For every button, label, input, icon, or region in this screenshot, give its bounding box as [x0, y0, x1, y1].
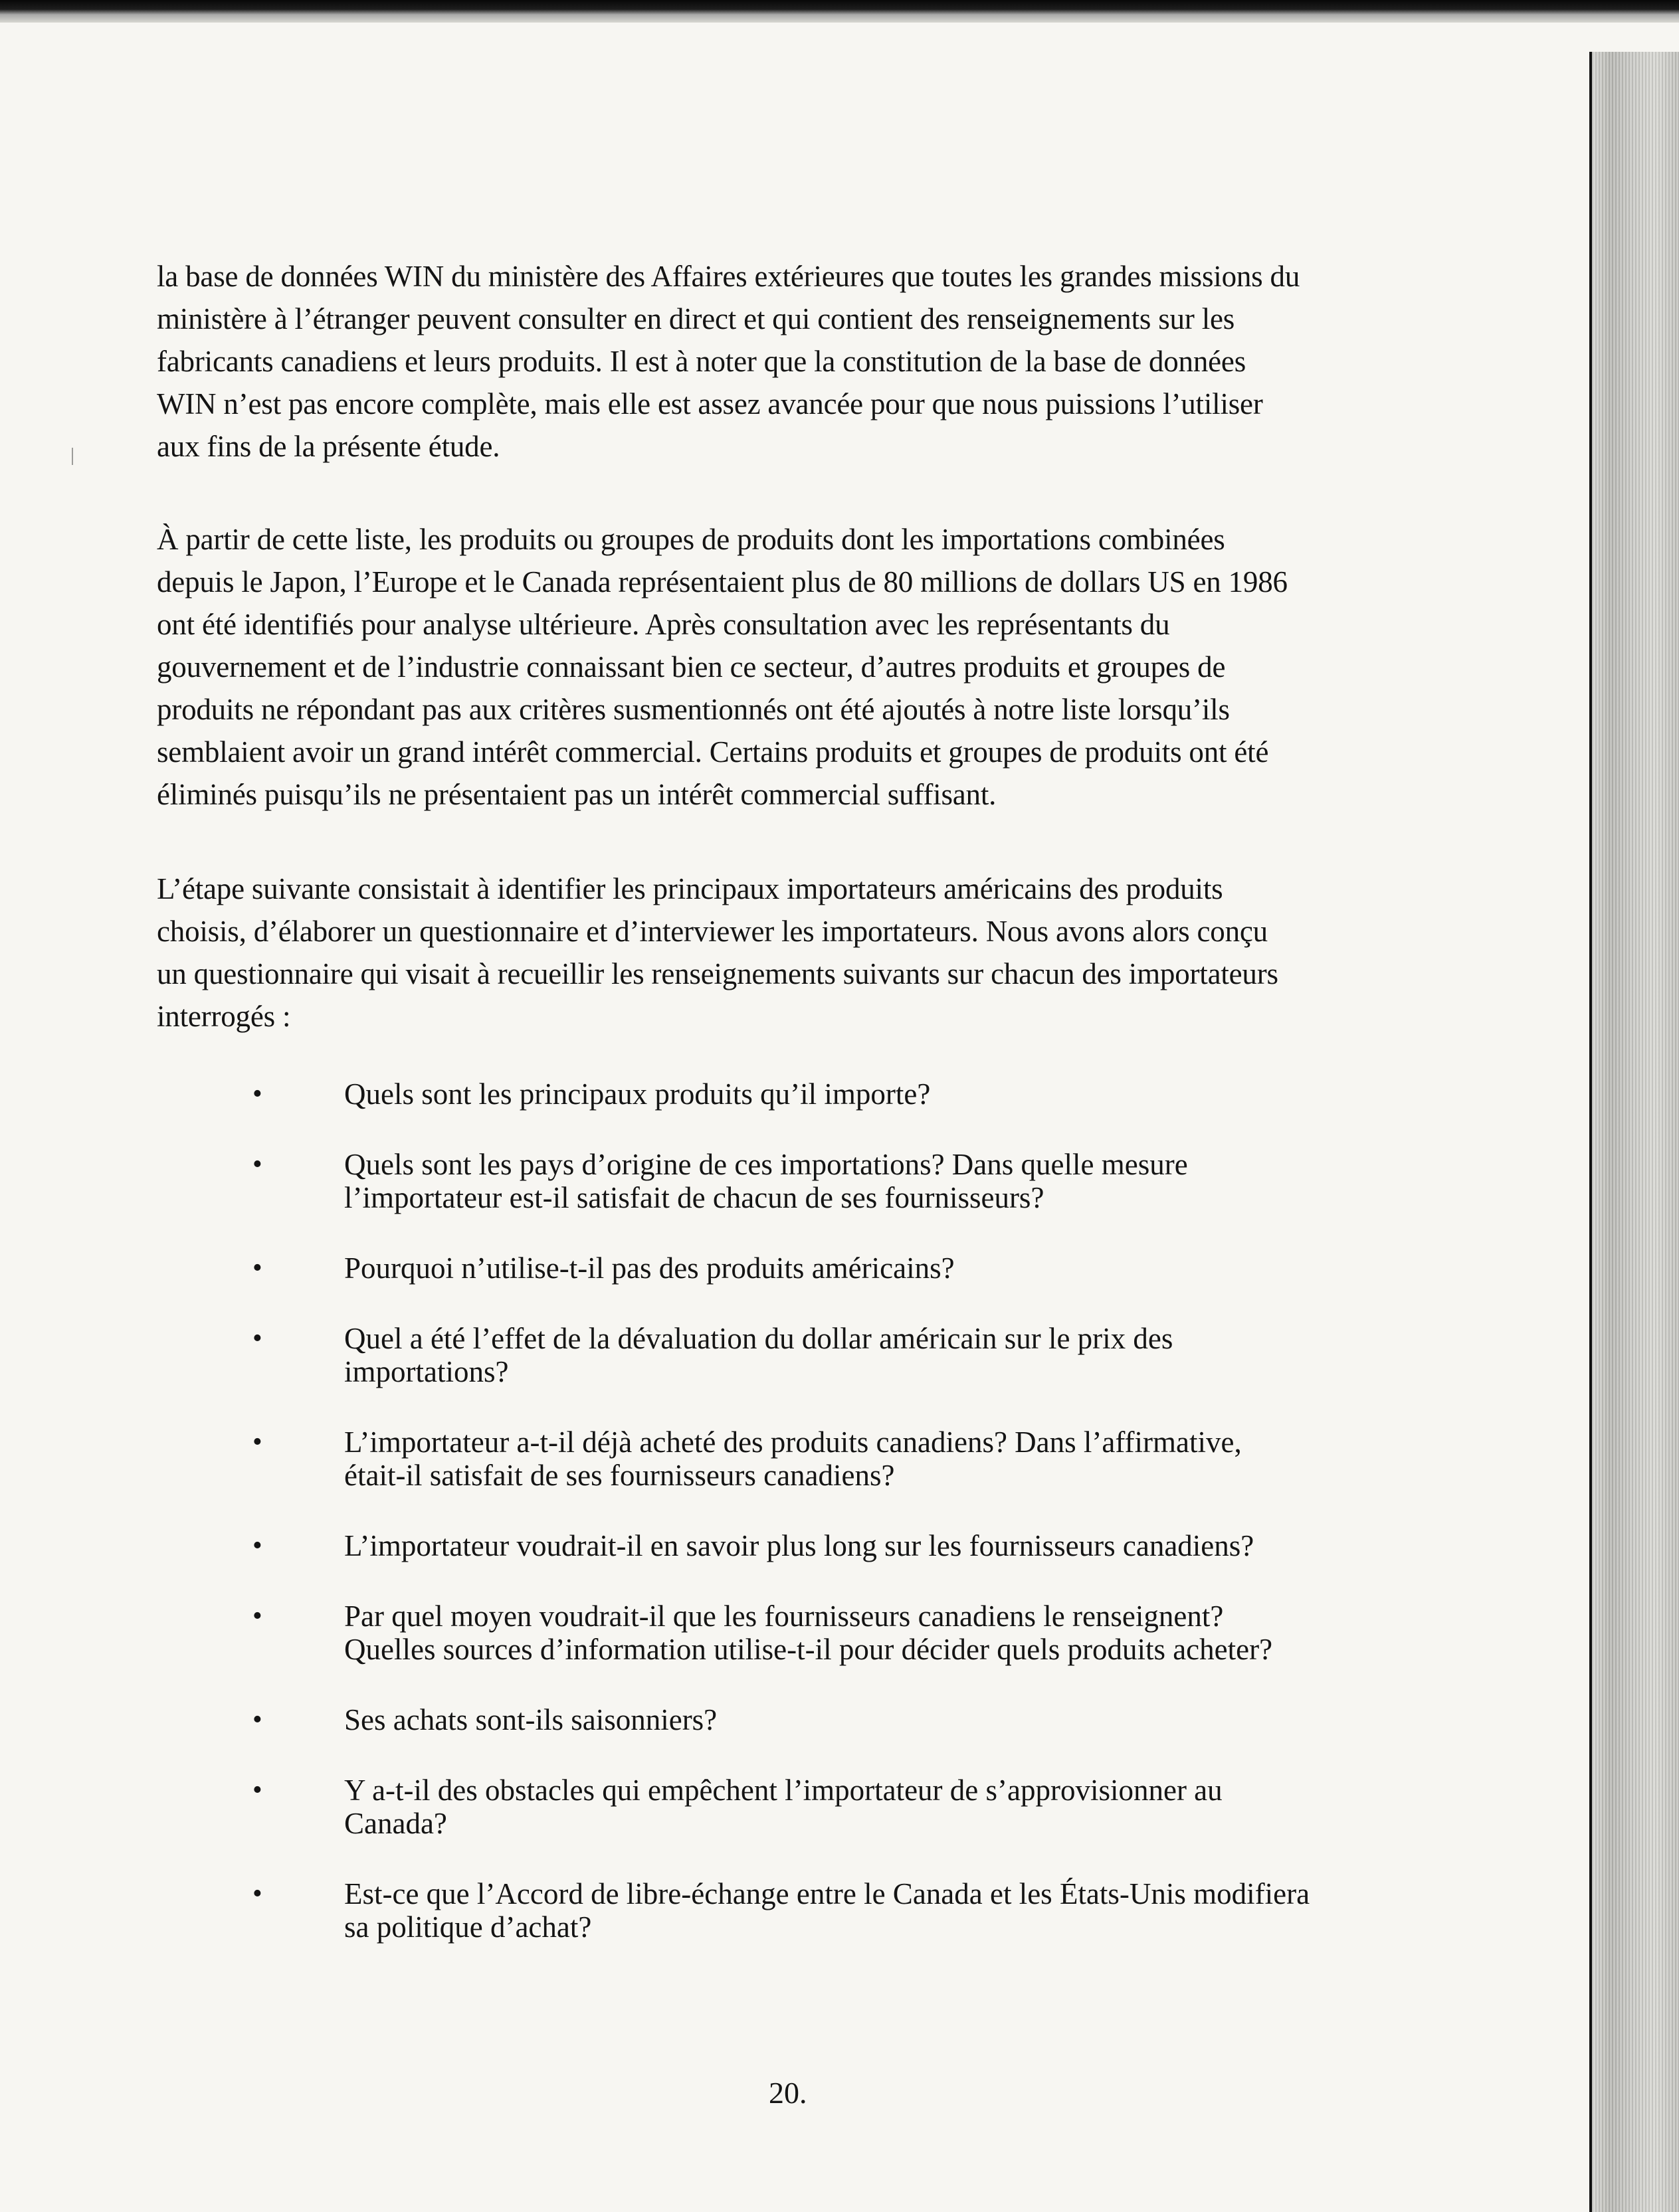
question-item	[248, 1148, 1478, 1214]
paragraph-3-line-1: L’étape suivante consistait à identifier les principaux importateurs américains des produits	[157, 872, 1223, 905]
question-line: l’importateur est-il satisfait de chacun de ses fournisseurs?	[344, 1181, 1044, 1214]
question-item	[248, 1426, 1478, 1492]
question-line: Pourquoi n’utilise-t-il pas des produits américains?	[344, 1251, 955, 1285]
scan-speck	[72, 448, 73, 465]
question-line: Quels sont les principaux produits qu’il importe?	[344, 1077, 931, 1111]
bullet-icon: •	[252, 1601, 262, 1631]
question-line: importations?	[344, 1355, 509, 1388]
bullet-icon: •	[252, 1253, 262, 1283]
question-item	[248, 1600, 1478, 1666]
question-item	[248, 1703, 1478, 1736]
question-line: Canada?	[344, 1807, 447, 1840]
question-item	[248, 1322, 1478, 1388]
paragraph-2-line-4: gouvernement et de l’industrie connaissant bien ce secteur, d’autres produits et groupes de	[157, 650, 1226, 684]
paragraph-2-line-1: À partir de cette liste, les produits ou groupes de produits dont les importations combinées	[157, 523, 1225, 556]
paragraph-1-line-3: fabricants canadiens et leurs produits. Il est à noter que la constitution de la base de données	[157, 345, 1246, 378]
bullet-icon: •	[252, 1079, 262, 1109]
question-list	[248, 1077, 1478, 1981]
question-line: Quels sont les pays d’origine de ces importations? Dans quelle mesure	[344, 1148, 1188, 1181]
paragraph-3	[157, 868, 1469, 1038]
paragraph-1-line-5: aux fins de la présente étude.	[157, 430, 500, 463]
paragraph-1	[157, 255, 1469, 468]
question-line: Par quel moyen voudrait-il que les fournisseurs canadiens le renseignent?	[344, 1600, 1224, 1633]
paragraph-2-line-6: semblaient avoir un grand intérêt commercial. Certains produits et groupes de produits ont été	[157, 735, 1269, 769]
paragraph-3-line-4: interrogés :	[157, 1000, 291, 1033]
question-item	[248, 1529, 1478, 1562]
question-item	[248, 1077, 1478, 1111]
question-line: était-il satisfait de ses fournisseurs canadiens?	[344, 1459, 895, 1492]
paragraph-1-line-1: la base de données WIN du ministère des Affaires extérieures que toutes les grandes missions du	[157, 260, 1300, 293]
question-line: sa politique d’achat?	[344, 1910, 592, 1944]
page-number: 20.	[769, 2076, 807, 2110]
bullet-icon: •	[252, 1879, 262, 1909]
paragraph-2	[157, 518, 1469, 816]
question-item	[248, 1877, 1478, 1944]
bullet-icon: •	[252, 1530, 262, 1561]
scan-right-edge	[1589, 52, 1679, 2212]
bullet-icon: •	[252, 1705, 262, 1735]
paragraph-1-line-4: WIN n’est pas encore complète, mais elle est assez avancée pour que nous puissions l’utiliser	[157, 387, 1263, 420]
question-line: L’importateur voudrait-il en savoir plus long sur les fournisseurs canadiens?	[344, 1529, 1254, 1562]
question-line: Quel a été l’effet de la dévaluation du dollar américain sur le prix des	[344, 1322, 1173, 1355]
question-line: Quelles sources d’information utilise-t-il pour décider quels produits acheter?	[344, 1633, 1273, 1666]
paragraph-2-line-5: produits ne répondant pas aux critères susmentionnés ont été ajoutés à notre liste lorsqu’ils	[157, 693, 1230, 726]
paragraph-2-line-7: éliminés puisqu’ils ne présentaient pas un intérêt commercial suffisant.	[157, 778, 997, 811]
paragraph-1-line-2: ministère à l’étranger peuvent consulter en direct et qui contient des renseignements sur les	[157, 302, 1235, 335]
question-item	[248, 1251, 1478, 1285]
scan-top-edge	[0, 0, 1679, 23]
paragraph-3-line-3: un questionnaire qui visait à recueillir les renseignements suivants sur chacun des importateurs	[157, 957, 1278, 990]
bullet-icon: •	[252, 1323, 262, 1354]
paragraph-3-line-2: choisis, d’élaborer un questionnaire et d’interviewer les importateurs. Nous avons alors conçu	[157, 915, 1268, 948]
paragraph-2-line-2: depuis le Japon, l’Europe et le Canada représentaient plus de 80 millions de dollars US en 1986	[157, 565, 1288, 599]
bullet-icon: •	[252, 1427, 262, 1457]
bullet-icon: •	[252, 1775, 262, 1805]
question-line: Ses achats sont-ils saisonniers?	[344, 1703, 718, 1736]
question-line: L’importateur a-t-il déjà acheté des produits canadiens? Dans l’affirmative,	[344, 1426, 1242, 1459]
question-item	[248, 1774, 1478, 1840]
question-line: Est-ce que l’Accord de libre-échange entre le Canada et les États-Unis modifiera	[344, 1877, 1310, 1910]
paragraph-2-line-3: ont été identifiés pour analyse ultérieure. Après consultation avec les représentants du	[157, 608, 1170, 641]
bullet-icon: •	[252, 1149, 262, 1180]
question-line: Y a-t-il des obstacles qui empêchent l’importateur de s’approvisionner au	[344, 1774, 1223, 1807]
